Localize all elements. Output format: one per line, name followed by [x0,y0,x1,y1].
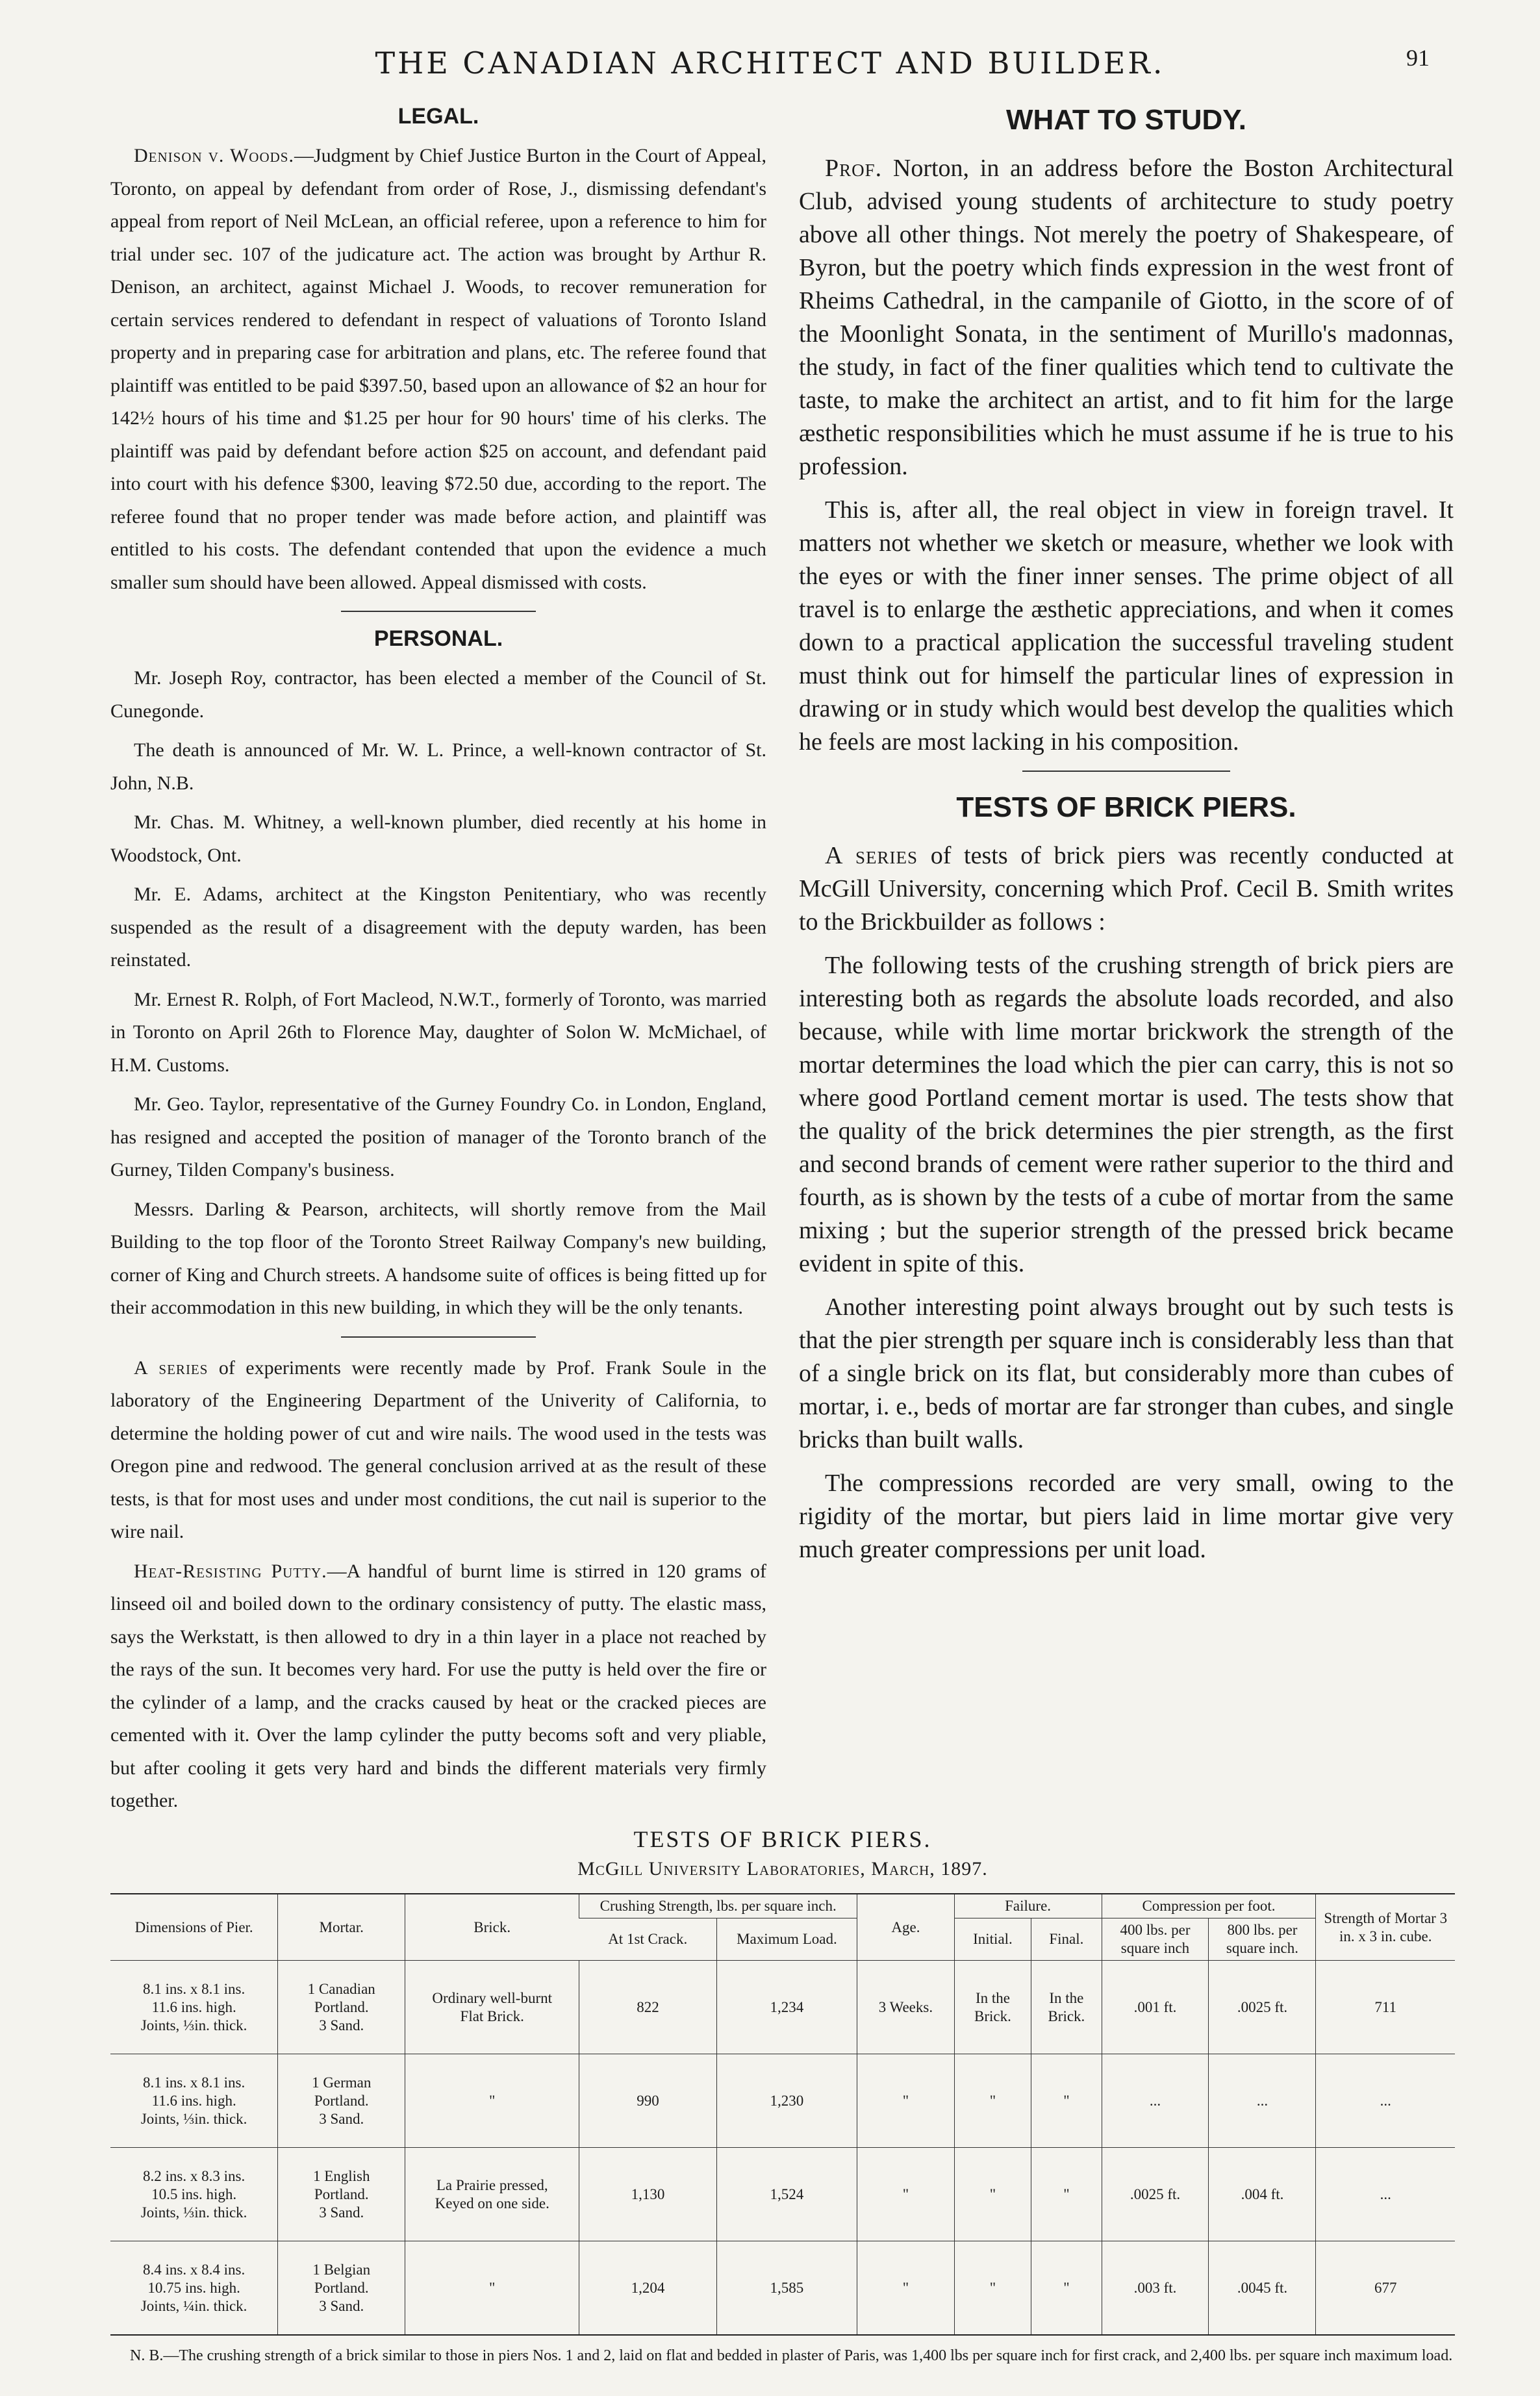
page-number: 91 [1406,45,1430,71]
cell-brick: " [405,2241,579,2336]
cell-dimensions: 8.1 ins. x 8.1 ins. 11.6 ins. high. Joints, ⅓in. thick. [110,1961,278,2054]
cell-brick: " [405,2054,579,2148]
cell-final: " [1031,2241,1102,2336]
col-header-mortar: Mortar. [278,1894,405,1961]
cell-mortar: 1 German Portland. 3 Sand. [278,2054,405,2148]
table-row [110,1961,1455,2054]
cell-age: 3 Weeks. [857,1961,955,2054]
personal-item: Mr. Ernest R. Rolph, of Fort Macleod, N.W.T., formerly of Toronto, was married in Toronto on April 26th to Florence May, daughter of Solon W. McMichael, of H.M. Customs. [110,988,766,1076]
table-row [110,2241,1455,2336]
cell-c800: .0045 ft. [1209,2241,1316,2336]
legal-body: —Judgment by Chief Justice Burton in the Court of Appeal, Toronto, on appeal by defendant from order of Rose, J., dismissing defendant's appeal from report of Neil McLean, an official referee, upon a reference to him for trial under sec. 107 of the judicature act. The action was brought by Arthur R. Denison, an architect, against Michael J. Woods, to recover remuneration for certain services rendered to defendant in respect of valuations of Toronto Island property and in preparing case for arbitration and plans, etc. The referee found that plaintiff was entitled to be paid $397.50, based upon an allowance of $2 an hour for 142½ hours of his time and $1.25 per hour for 90 hours' time of his clerks. The plaintiff was paid by defendant before action $25 on account, and defendant paid into court with his defence $300, leaving $72.50 due, according to the report. The referee found that no proper tender was made before action, and plaintiff was entitled to his costs. The defendant contended that upon the evidence a much smaller sum should have been allowed. Appeal dismissed with costs. [110,145,766,593]
nails-paragraph [110,1352,766,1549]
cell-age: " [857,2241,955,2336]
what-to-study-heading: WHAT TO STUDY. [1006,104,1246,136]
cell-dimensions: 8.2 ins. x 8.3 ins. 10.5 ins. high. Joints, ⅓in. thick. [110,2148,278,2241]
right-column [799,104,1454,1577]
tests-heading: TESTS OF BRICK PIERS. [956,791,1296,823]
cell-final: " [1031,2148,1102,2241]
cell-c400: .0025 ft. [1102,2148,1209,2241]
tests-p2: The following tests of the crushing strength of brick piers are interesting both as regards the absolute loads recorded, and also because, while with lime mortar brickwork the strength of the mortar determines the load which the pier can carry, this is not so where good Portland cement mortar is used. The tests show that the quality of the brick determines the pier strength, as the first and second brands of cement were rather superior to the third and fourth, as is shown by the tests of a cube of mortar from the same mixing ; but the superior strength of the pressed brick became evident in spite of this. [799,952,1454,1277]
personal-item: Mr. E. Adams, architect at the Kingston Penitentiary, who was recently suspended as the result of a disagreement with the deputy warden, has been reinstated. [110,884,766,971]
cell-mortar: 1 Belgian Portland. 3 Sand. [278,2241,405,2336]
divider [341,1336,536,1338]
cell-mortar: 1 Canadian Portland. 3 Sand. [278,1961,405,2054]
brick-piers-table [110,1893,1455,2336]
personal-item: Mr. Chas. M. Whitney, a well-known plumber, died recently at his home in Woodstock, Ont. [110,811,766,866]
tests-lead: A series [825,842,918,869]
putty-lead: Heat-Resisting Putty. [134,1560,327,1582]
tests-p1-body: of tests of brick piers was recently conducted at McGill University, concerning which Prof. Cecil B. Smith writes to the Brickbuilder as follows : [799,842,1454,936]
cell-max-load: 1,524 [716,2148,857,2241]
divider [341,611,536,612]
cell-brick: Ordinary well-burnt Flat Brick. [405,1961,579,2054]
cell-dimensions: 8.1 ins. x 8.1 ins. 11.6 ins. high. Joints, ⅓in. thick. [110,2054,278,2148]
putty-paragraph [110,1555,766,1818]
cell-first-crack: 1,130 [579,2148,716,2241]
what-to-study-p1 [799,152,1454,483]
col-header-failure: Failure. [954,1894,1102,1918]
col-header-first-crack: At 1st Crack. [579,1918,716,1961]
personal-heading: PERSONAL. [373,626,503,651]
col-header-dimensions: Dimensions of Pier. [110,1894,278,1961]
col-header-400: 400 lbs. per square inch [1102,1918,1209,1961]
cell-first-crack: 1,204 [579,2241,716,2336]
cell-c400: ... [1102,2054,1209,2148]
table-footnote: N. B.—The crushing strength of a brick similar to those in piers Nos. 1 and 2, laid on flat and bedded in plaster of Paris, was 1,400 lbs per square inch for first crack, and 2,400 lbs. per square inch maximum load. [130,2347,1453,2364]
col-header-final: Final. [1031,1918,1102,1961]
cell-first-crack: 822 [579,1961,716,2054]
cell-mortar-strength: ... [1316,2148,1455,2241]
cell-final: In the Brick. [1031,1961,1102,2054]
cell-mortar-strength: 677 [1316,2241,1455,2336]
cell-mortar-strength: 711 [1316,1961,1455,2054]
cell-brick: La Prairie pressed, Keyed on one side. [405,2148,579,2241]
putty-body: —A handful of burnt lime is stirred in 120 grams of linseed oil and boiled down to the ordinary consistency of putty. The elastic mass, says the Werkstatt, is then allowed to dry in a thin layer in a place not reached by the rays of the sun. It becomes very hard. For use the putty is held over the fire or the cylinder of a lamp, and the cracks caused by heat or the cracked pieces are cemented with it. Over the lamp cylinder the putty becoms soft and very pliable, but after cooling it gets very hard and binds the different materials very firmly together. [110,1560,766,1811]
cell-age: " [857,2054,955,2148]
personal-item: Mr. Joseph Roy, contractor, has been elected a member of the Council of St. Cunegonde. [110,667,766,722]
col-header-compression: Compression per foot. [1102,1894,1316,1918]
cell-c800: .0025 ft. [1209,1961,1316,2054]
divider [1022,771,1230,772]
col-header-crushing: Crushing Strength, lbs. per square inch. [579,1894,857,1918]
cell-initial: " [954,2241,1031,2336]
personal-item: Mr. Geo. Taylor, representative of the Gurney Foundry Co. in London, England, has resigned and accepted the position of manager of the Toronto branch of the Gurney, Tilden Company's business. [110,1093,766,1180]
tests-p1 [799,839,1454,939]
cell-max-load: 1,230 [716,2054,857,2148]
col-header-initial: Initial. [954,1918,1031,1961]
cell-dimensions: 8.4 ins. x 8.4 ins. 10.75 ins. high. Joints, ¼in. thick. [110,2241,278,2336]
cell-final: " [1031,2054,1102,2148]
col-header-brick: Brick. [405,1894,579,1961]
cell-max-load: 1,585 [716,2241,857,2336]
table-row [110,2148,1455,2241]
cell-age: " [857,2148,955,2241]
what-to-study-p2: This is, after all, the real object in view in foreign travel. It matters not whether we sketch or measure, whether we look with the eyes or with the finer inner senses. The prime object of all travel is to enlarge the æsthetic appreciations, and when it comes down to a practical application the successful traveling student must think out for himself the particular lines of expression in drawing or in study which would best develop the qualities which he feels are most lacking in his composition. [799,496,1454,756]
cell-mortar-strength: ... [1316,2054,1455,2148]
nails-lead: A series [134,1357,208,1379]
cell-c400: .001 ft. [1102,1961,1209,2054]
cell-initial: In the Brick. [954,1961,1031,2054]
legal-paragraph [110,140,766,599]
table-subtitle: McGill University Laboratories, March, 1897. [577,1858,988,1880]
personal-item: Messrs. Darling & Pearson, architects, will shortly remove from the Mail Building to the top floor of the Toronto Street Railway Company's new building, corner of King and Church streets. A handsome suite of offices is being fitted up for their accommodation in this new building, in which they will be the only tenants. [110,1198,766,1318]
what-to-study-p1-body: Norton, in an address before the Boston Architectural Club, advised young students of architecture to study poetry above all other things. Not merely the poetry of Shakespeare, of Byron, but the poetry which finds expression in the west front of Rheims Cathedral, in the campanile of Giotto, in the score of of the Moonlight Sonata, in the sentiment of Murillo's madonnas, the study, in fact of the finer qualities which tend to cultivate the taste, to make the architect an artist, and to fit him for the large æsthetic responsibilities which he must assume if he is true to his profession. [799,155,1454,480]
what-to-study-lead: Prof. [825,155,883,182]
nails-body: of experiments were recently made by Prof. Frank Soule in the laboratory of the Engineering Department of the Univerity of California, to determine the holding power of cut and wire nails. The wood used in the tests was Oregon pine and redwood. The general conclusion arrived at as the result of these tests, is that for most uses and under most conditions, the cut nail is superior to the wire nail. [110,1357,766,1542]
cell-c400: .003 ft. [1102,2241,1209,2336]
cell-initial: " [954,2148,1031,2241]
tests-p4: The compressions recorded are very small, owing to the rigidity of the mortar, but piers laid in lime mortar give very much greater compressions per unit load. [799,1470,1454,1563]
masthead: THE CANADIAN ARCHITECT AND BUILDER. [375,45,1165,81]
tests-p3: Another interesting point always brought out by such tests is that the pier strength per square inch is considerably less than that of a single brick on its flat, but considerably more than cubes of mortar, i. e., beds of mortar are far stronger than cubes, and single bricks than built walls. [799,1294,1454,1453]
cell-c800: ... [1209,2054,1316,2148]
col-header-max-load: Maximum Load. [716,1918,857,1961]
table-row [110,2054,1455,2148]
cell-max-load: 1,234 [716,1961,857,2054]
left-column [110,104,766,1824]
cell-first-crack: 990 [579,2054,716,2148]
cell-c800: .004 ft. [1209,2148,1316,2241]
col-header-mortar-strength: Strength of Mortar 3 in. x 3 in. cube. [1316,1894,1455,1961]
col-header-age: Age. [857,1894,955,1961]
legal-case-name: Denison v. Woods. [134,145,294,166]
col-header-800: 800 lbs. per square inch. [1209,1918,1316,1961]
cell-mortar: 1 English Portland. 3 Sand. [278,2148,405,2241]
brick-piers-table-section [110,1826,1455,2365]
cell-initial: " [954,2054,1031,2148]
personal-item: The death is announced of Mr. W. L. Prince, a well-known contractor of St. John, N.B. [110,739,766,794]
table-title: TESTS OF BRICK PIERS. [633,1826,932,1852]
legal-heading: LEGAL. [398,104,479,129]
